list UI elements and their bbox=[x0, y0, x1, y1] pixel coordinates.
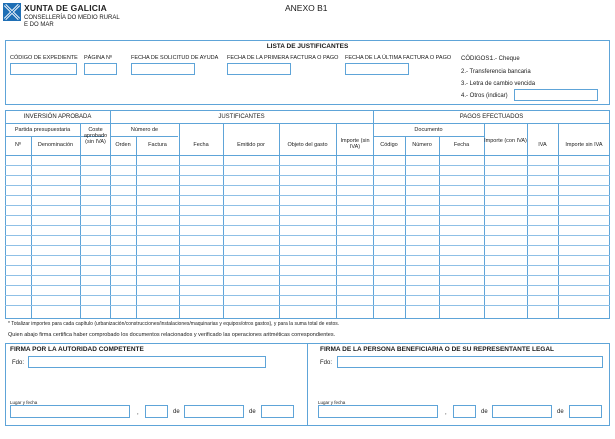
group-pagos: PAGOS EFECTUADOS bbox=[459, 114, 524, 120]
table-row bbox=[5, 175, 610, 176]
table-row bbox=[5, 195, 610, 196]
department-line2: E DO MAR bbox=[24, 22, 54, 28]
xunta-logo-icon bbox=[3, 3, 21, 21]
fdo-left-label: Fdo: bbox=[12, 360, 25, 366]
col-objeto: Objeto del gasto bbox=[287, 142, 328, 148]
annex-title: ANEXO B1 bbox=[285, 3, 328, 13]
year-left-field[interactable] bbox=[261, 405, 294, 418]
table-row bbox=[5, 305, 610, 306]
col-importe-sin-iva: Importe (sin IVA) bbox=[340, 138, 370, 151]
col-emitido: Emitido por bbox=[237, 142, 265, 148]
table-row bbox=[5, 245, 610, 246]
xunta-logo bbox=[3, 3, 21, 21]
fdo-right-label: Fdo: bbox=[320, 360, 333, 366]
pagina-field[interactable] bbox=[84, 63, 117, 75]
month-right-field[interactable] bbox=[492, 405, 552, 418]
code-1: 1.- Cheque bbox=[490, 56, 520, 62]
label-expediente: CÓDIGO DE EXPEDIENTE bbox=[10, 55, 78, 61]
year-right-field[interactable] bbox=[569, 405, 602, 418]
group-justificantes: JUSTIFICANTES bbox=[218, 114, 265, 120]
de-left-2: de bbox=[249, 409, 256, 415]
col-numero: Número bbox=[412, 142, 432, 148]
label-fecha-ultima: FECHA DE LA ÚLTIMA FACTURA O PAGO bbox=[345, 55, 452, 61]
label-pagina: PÁGINA Nº bbox=[84, 55, 112, 61]
col-iva: IVA bbox=[538, 142, 547, 148]
lugar-left-field[interactable] bbox=[10, 405, 130, 418]
comma-left: , bbox=[137, 410, 139, 416]
table-row bbox=[5, 255, 610, 256]
note-totalizar: * Totalizar importes para cada capítulo (urbanización/construcciones/instalaciones/maquinarias y equipos/otros gastos), y para la suma total de estos. bbox=[8, 321, 340, 327]
note-certifica: Quien abajo firma certifica haber comprobado los documentos relacionados y verificado las operaciones aritméticas correspondientes. bbox=[8, 332, 336, 338]
col-n: Nº bbox=[15, 142, 21, 148]
table-row bbox=[5, 285, 610, 286]
de-right-2: de bbox=[557, 409, 564, 415]
col-denominacion: Denominación bbox=[37, 142, 74, 148]
col-importe-sin-iva-pago: Importe sin IVA bbox=[565, 142, 603, 148]
header-documento: Documento bbox=[414, 127, 443, 133]
col-factura: Factura bbox=[148, 142, 167, 148]
col-fecha: Fecha bbox=[193, 142, 209, 148]
table-row bbox=[5, 265, 610, 266]
comma-right: , bbox=[445, 410, 447, 416]
fdo-left-field[interactable] bbox=[28, 356, 266, 368]
header-partida: Partida presupuestaria bbox=[14, 127, 71, 133]
table-row bbox=[5, 215, 610, 216]
table-row bbox=[5, 185, 610, 186]
header-coste: Coste aprobado (sin IVA) bbox=[83, 127, 108, 146]
list-title: LISTA DE JUSTIFICANTES bbox=[266, 43, 349, 50]
table-row bbox=[5, 235, 610, 236]
expediente-field[interactable] bbox=[10, 63, 77, 75]
code-2: 2.- Transferencia bancaria bbox=[461, 69, 531, 75]
day-right-field[interactable] bbox=[453, 405, 476, 418]
fecha-primera-field[interactable] bbox=[227, 63, 291, 75]
lugar-right-label: Lugar y fecha bbox=[318, 400, 346, 405]
code-3: 3.- Letra de cambio vencida bbox=[461, 81, 536, 87]
header-numero-de: Número de bbox=[130, 127, 159, 133]
table-row bbox=[5, 295, 610, 296]
group-inversion: INVERSIÓN APROBADA bbox=[23, 114, 92, 120]
col-fecha-pago: Fecha bbox=[453, 142, 470, 148]
fdo-right-field[interactable] bbox=[337, 356, 603, 368]
code-4: 4.- Otros (indicar) bbox=[461, 93, 508, 99]
department-line1: CONSELLERÍA DO MEDIO RURAL bbox=[24, 15, 120, 21]
sign-left-title: FIRMA POR LA AUTORIDAD COMPETENTE bbox=[10, 346, 144, 353]
table-row bbox=[5, 205, 610, 206]
logo-name: XUNTA DE GALICIA bbox=[24, 3, 108, 13]
codes-title: CÓDIGOS: bbox=[461, 56, 492, 62]
de-right-1: de bbox=[481, 409, 488, 415]
de-left-1: de bbox=[173, 409, 180, 415]
table-row bbox=[5, 165, 610, 166]
label-fecha-primera: FECHA DE LA PRIMERA FACTURA O PAGO bbox=[227, 55, 339, 61]
col-importe-con-iva: Importe (con IVA) bbox=[484, 138, 527, 144]
sign-right-title: FIRMA DE LA PERSONA BENEFICIARIA O DE SU REPRESENTANTE LEGAL bbox=[320, 346, 555, 353]
label-fecha-solicitud: FECHA DE SOLICITUD DE AYUDA bbox=[131, 55, 219, 61]
col-codigo: Código bbox=[380, 142, 398, 148]
lugar-right-field[interactable] bbox=[318, 405, 438, 418]
otros-field[interactable] bbox=[514, 89, 598, 101]
table-row bbox=[5, 225, 610, 226]
day-left-field[interactable] bbox=[145, 405, 168, 418]
fecha-ultima-field[interactable] bbox=[345, 63, 409, 75]
lugar-left-label: Lugar y fecha bbox=[10, 400, 38, 405]
col-orden: Orden bbox=[115, 142, 131, 148]
month-left-field[interactable] bbox=[184, 405, 244, 418]
table-row bbox=[5, 275, 610, 276]
fecha-solicitud-field[interactable] bbox=[131, 63, 195, 75]
